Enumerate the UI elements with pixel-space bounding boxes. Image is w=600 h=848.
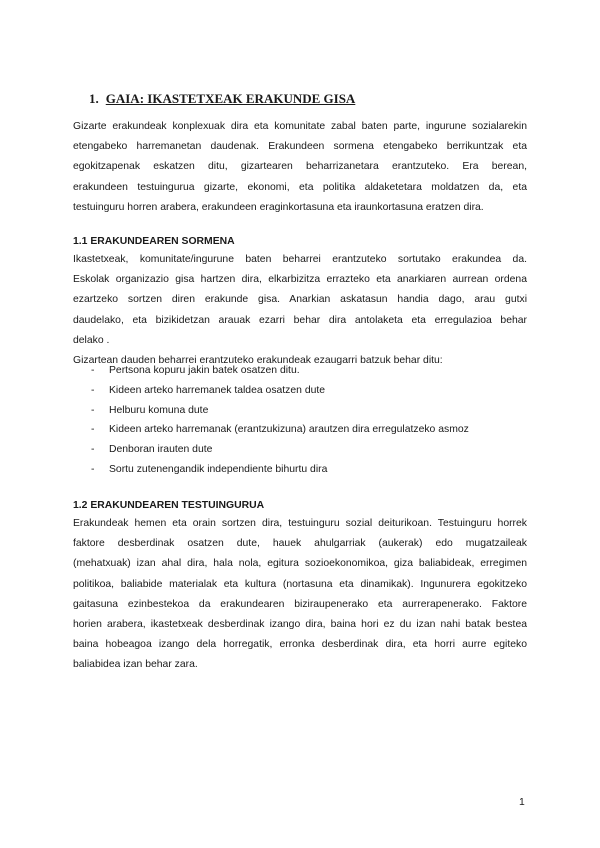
bullet-dash: - bbox=[91, 463, 95, 475]
bullet-dash: - bbox=[91, 365, 95, 376]
paragraph-line: erakundeen testuingurua gizarte, ekonomi, eta politika aldaketetara moldatzen da, eta bbox=[73, 181, 527, 193]
section-heading-testuingurua: 1.2 ERAKUNDEAREN TESTUINGURUA bbox=[73, 500, 265, 511]
paragraph-line: (mehatxuak) izan ahal dira, hala nola, egitura sozioekonomikoa, giza baliabideak, erregimen bbox=[73, 558, 527, 570]
paragraph-line: horien arabera, ikastetxeak desberdinak izango dira, baina hori ez du izan nahi batak bestea bbox=[73, 619, 527, 631]
list-item-text: Kideen arteko harremanak (erantzukizuna) arautzen dira erregulatzeko asmoz bbox=[109, 424, 469, 436]
paragraph-line: daudelako, eta bizikidetzan arauak ezarri behar dira antolaketa eta erregulazioa behar bbox=[73, 314, 527, 326]
paragraph-line: etengabeko harremanetan daudenak. Erakundeen sormena etengabeko berrikuntzak eta bbox=[73, 141, 527, 153]
list-lead: Gizartean dauden beharrei erantzuteko erakundeak ezaugarri batzuk behar ditu: bbox=[73, 355, 443, 367]
paragraph-line: testuinguru horren arabera, erakundeen eraginkortasuna eta iraunkortasuna eratzen dira. bbox=[73, 201, 484, 213]
list-item-text: Denboran irauten dute bbox=[109, 444, 213, 456]
list-item-text: Pertsona kopuru jakin batek osatzen ditu. bbox=[109, 365, 300, 376]
testuingurua-paragraph bbox=[73, 514, 527, 676]
intro-paragraph bbox=[73, 117, 527, 218]
bullet-dash: - bbox=[91, 404, 95, 416]
list-item bbox=[73, 460, 469, 480]
paragraph-line: Gizarte erakundeak konplexuak dira eta komunitate zabal baten parte, ingurune sozialarekin bbox=[73, 121, 527, 132]
page-number: 1 bbox=[519, 797, 525, 808]
paragraph-line: Ikastetxeak, komunitate/ingurune baten beharrei erantzuteko sortutako erakundea da. bbox=[73, 254, 527, 265]
paragraph-line: faktore desberdinak osatzen dute, hauek ahulgarriak (aukerak) edo mugatzaileak bbox=[73, 538, 527, 550]
paragraph-line: egokitzapenak eskatzen ditu, gizartearen beharrizanetara erantzuteko. Era berean, bbox=[73, 161, 527, 173]
bullet-dash: - bbox=[91, 444, 95, 456]
list-item-text: Helburu komuna dute bbox=[109, 404, 209, 416]
list-item bbox=[73, 361, 469, 381]
list-item-text: Kideen arteko harremanek taldea osatzen dute bbox=[109, 384, 326, 396]
list-item bbox=[73, 420, 469, 440]
paragraph-line: Erakundeak hemen eta orain sortzen dira, testuinguru sozial deiturikoan. Testuinguru horrek bbox=[73, 518, 527, 529]
bullet-dash: - bbox=[91, 424, 95, 436]
bullet-dash: - bbox=[91, 384, 95, 396]
paragraph-line: delako . bbox=[73, 334, 110, 346]
paragraph-line: baina hobeagoa izango dela horregatik, erronka desberdinak dira, eta horri aurre egiteko bbox=[73, 639, 527, 651]
list-item bbox=[73, 440, 469, 460]
page-title bbox=[89, 91, 355, 107]
chapter-number: 1. bbox=[89, 91, 99, 106]
paragraph-line: politikoa, baliabide materialak eta kultura (nortasuna eta dinamikak). Ingunurera egokitzeko bbox=[73, 578, 527, 590]
list-item bbox=[73, 401, 469, 421]
paragraph-line: ezartzeko sortzen diren erakunde gisa. Anarkian askatasun handia dago, arau gutxi bbox=[73, 294, 527, 306]
section-heading-sormena: 1.1 ERAKUNDEAREN SORMENA bbox=[73, 236, 235, 247]
characteristics-list bbox=[73, 361, 469, 480]
paragraph-line: baliabidea izan behar zara. bbox=[73, 659, 198, 671]
paragraph-line: gaitasuna ezinbestekoa da erakundearen biziraupenerako eta aurrerapenerako. Faktore bbox=[73, 598, 527, 610]
paragraph-line: Eskolak organizazio gisa hartzen dira, elkarbizitza errazteko eta anarkiaren aurrean ordena bbox=[73, 274, 527, 286]
sormena-paragraph bbox=[73, 250, 527, 371]
list-item-text: Sortu zutenengandik independiente bihurtu dira bbox=[109, 463, 328, 475]
chapter-title: GAIA: IKASTETXEAK ERAKUNDE GISA bbox=[105, 91, 356, 106]
list-item bbox=[73, 381, 469, 401]
